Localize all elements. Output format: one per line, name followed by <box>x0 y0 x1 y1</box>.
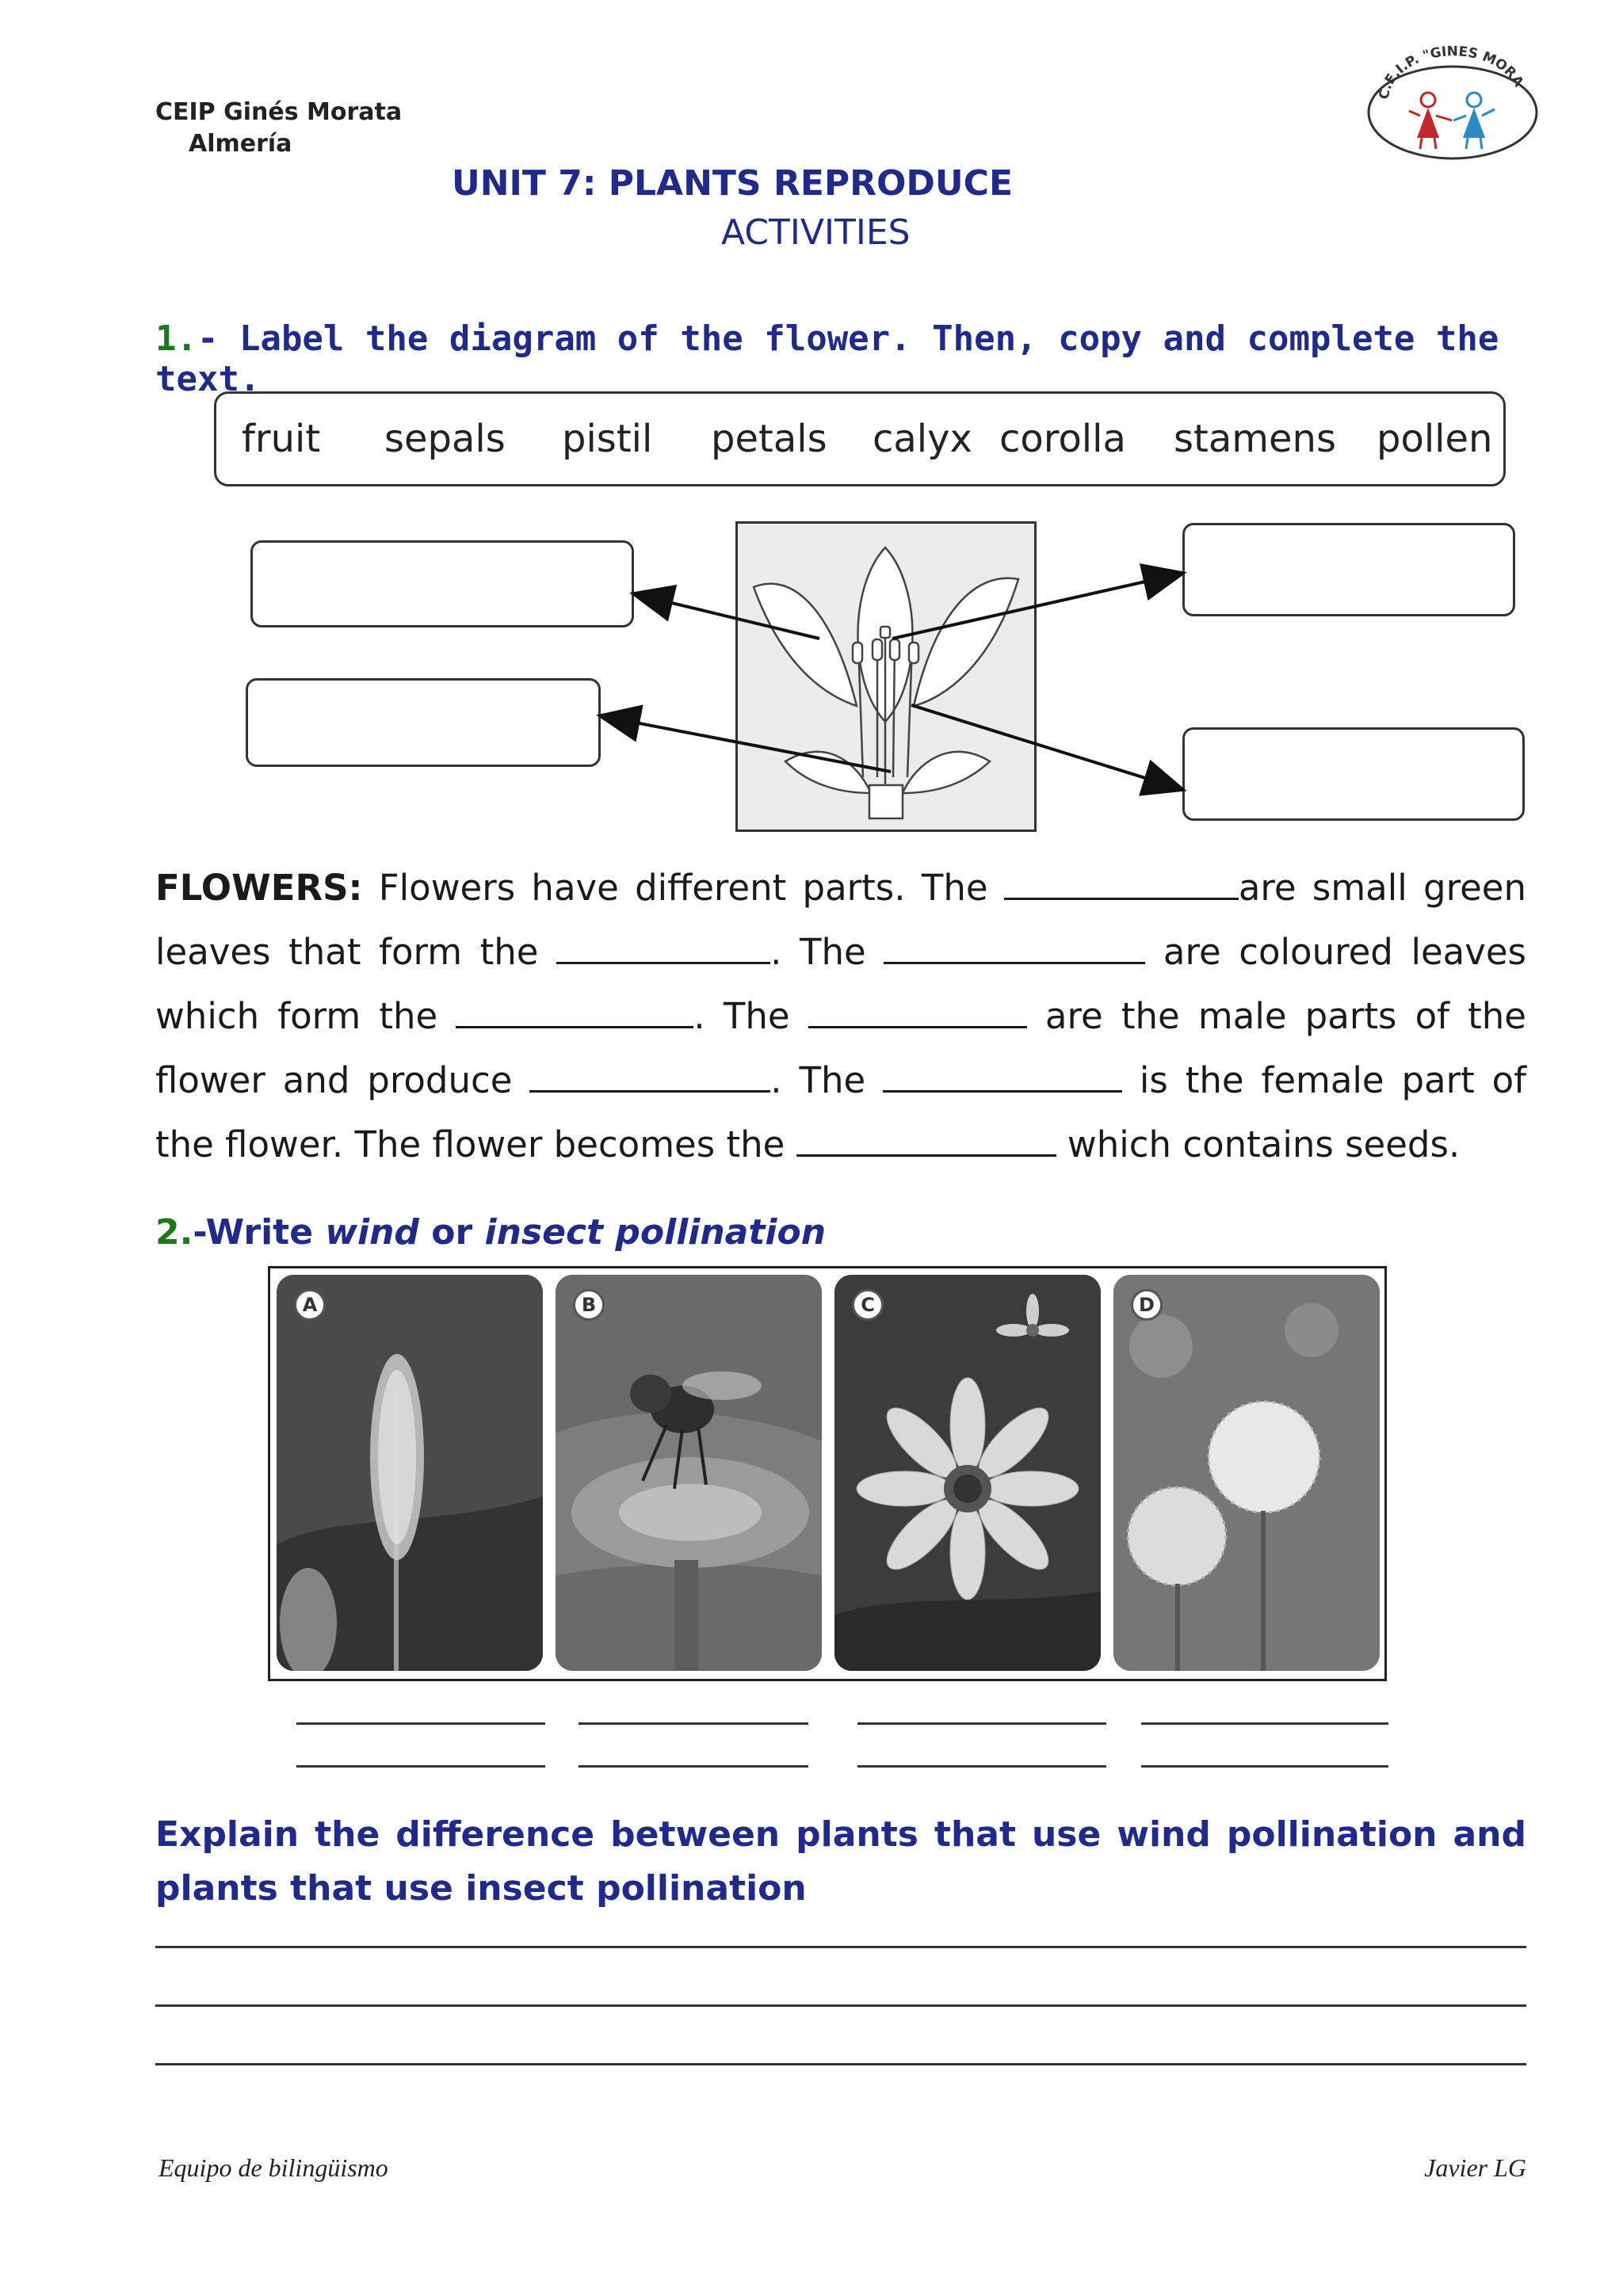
word-bank-item: petals <box>711 417 827 461</box>
exercise-2-connector: or <box>418 1212 485 1253</box>
school-name: CEIP Ginés Morata <box>155 98 403 126</box>
paragraph-text: is the female part of the flower. The flower becomes the <box>155 1059 1527 1165</box>
word-bank-item: pollen <box>1377 417 1493 461</box>
answer-blank[interactable] <box>808 999 1027 1028</box>
word-bank-item: corolla <box>999 417 1126 461</box>
paragraph-text: which contains seeds. <box>1056 1123 1461 1165</box>
photo-c-answer-line[interactable] <box>857 1722 1106 1725</box>
photo-a-answer-line[interactable] <box>296 1765 545 1768</box>
footer-right: Javier LG <box>1424 2153 1526 2182</box>
paragraph-heading: FLOWERS: <box>155 867 363 909</box>
word-bank-item: pistil <box>562 417 653 461</box>
answer-blank[interactable] <box>1004 871 1239 900</box>
photo-badge: D <box>1131 1289 1163 1321</box>
option-wind: wind <box>325 1212 419 1253</box>
photo-d <box>1113 1275 1380 1671</box>
pollination-photos <box>268 1266 1387 1681</box>
answer-blank[interactable] <box>529 1063 770 1093</box>
exercise-2-number: 2. <box>155 1212 193 1253</box>
photo-d-answer-line[interactable] <box>1141 1722 1388 1725</box>
answer-blank[interactable] <box>796 1127 1056 1157</box>
footer-left: Equipo de bilingüismo <box>158 2153 388 2182</box>
writing-line[interactable] <box>155 2004 1526 2007</box>
paragraph-text: are small green leaves that form the <box>155 867 1526 973</box>
answer-blank[interactable] <box>884 935 1145 964</box>
photo-badge: B <box>573 1289 605 1321</box>
paragraph-text: are the male parts of the flower and produce <box>155 995 1526 1101</box>
page-subtitle: ACTIVITIES <box>721 212 911 253</box>
photo-a <box>277 1275 543 1671</box>
paragraph-text: . The <box>770 1059 884 1101</box>
exercise-1-number: 1. <box>155 318 197 359</box>
photo-d-answer-line[interactable] <box>1141 1765 1388 1768</box>
photo-c <box>834 1275 1101 1671</box>
paragraph-text: are coloured leaves which form the <box>155 931 1526 1037</box>
flowers-paragraph <box>155 856 1526 1177</box>
writing-line[interactable] <box>155 1946 1526 1948</box>
photo-a-answer-line[interactable] <box>296 1722 545 1725</box>
page-title: UNIT 7: PLANTS REPRODUCE <box>451 163 1014 204</box>
explain-prompt: Explain the difference between plants that use wind pollination and plants that use insect pollination <box>155 1814 1526 1909</box>
word-bank-item: stamens <box>1174 417 1336 461</box>
answer-blank[interactable] <box>456 999 693 1028</box>
exercise-2-instruction <box>155 1212 826 1253</box>
label-arrows <box>0 0 1623 871</box>
exercise-2-text: -Write <box>193 1212 326 1253</box>
photo-b-answer-line[interactable] <box>579 1722 808 1725</box>
photo-c-answer-line[interactable] <box>857 1765 1106 1768</box>
word-bank-item: fruit <box>242 417 321 461</box>
writing-line[interactable] <box>155 2063 1526 2065</box>
photo-badge: A <box>294 1289 326 1321</box>
school-city: Almería <box>189 130 292 158</box>
answer-blank[interactable] <box>556 935 770 964</box>
word-bank-item: calyx <box>873 417 972 461</box>
paragraph-text: Flowers have different parts. The <box>362 867 1004 909</box>
logo-text: C.E.I.P. "GINES MORA <box>1376 44 1526 101</box>
answer-blank[interactable] <box>883 1063 1122 1093</box>
photo-badge: C <box>852 1289 884 1321</box>
paragraph-text: . The <box>693 995 808 1037</box>
option-insect: insect pollination <box>484 1212 827 1253</box>
photo-b-answer-line[interactable] <box>579 1765 808 1768</box>
paragraph-text: . The <box>770 931 884 973</box>
exercise-1-text: - Label the diagram of the flower. Then, copy and complete the text. <box>155 318 1499 399</box>
photo-b <box>556 1275 822 1671</box>
word-bank-item: sepals <box>384 417 506 461</box>
